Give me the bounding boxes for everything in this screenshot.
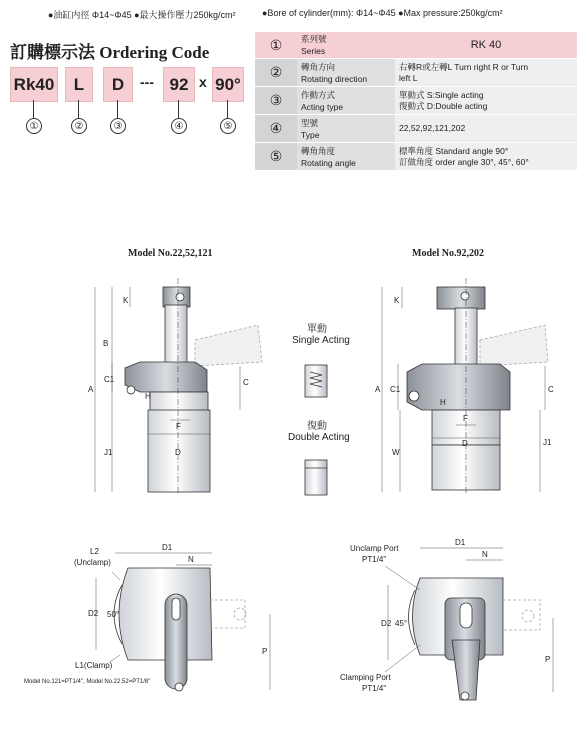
dim-p-left: P [262, 647, 268, 656]
dim-j1-right: J1 [543, 438, 552, 447]
label-unclamp-paren: (Unclamp) [74, 558, 111, 567]
dim-c-right: C [548, 385, 554, 394]
spec-label: 系列號 Series [297, 32, 395, 59]
dim-f-left: F [176, 422, 181, 431]
dim-n-right: N [482, 550, 488, 559]
spec-row-angle [255, 143, 577, 171]
model-title-right: Model No.92,202 [412, 248, 484, 259]
left-elevation-drawing [125, 278, 262, 495]
dim-a-right: A [375, 385, 381, 394]
label-l2: L2 [90, 547, 99, 556]
code-box-direction: L [65, 67, 93, 102]
dim-k-right: K [394, 296, 400, 305]
spec-num: ③ [255, 87, 297, 115]
spec-row-direction [255, 59, 577, 87]
dim-d1-left: D1 [162, 543, 173, 552]
single-acting-label: 單動 Single Acting [292, 324, 350, 346]
model-title-left: Model No.22,52,121 [128, 248, 213, 259]
spec-table [255, 32, 577, 171]
dim-b-left: B [103, 339, 109, 348]
spec-value: 標準角度 Standard angle 90° 訂做角度 order angle 30°, 45°, 60° [395, 143, 577, 171]
dim-k-left: K [123, 296, 129, 305]
code-box-series: Rk40 [10, 67, 58, 102]
label-clamping-pt: PT1/4" [362, 684, 387, 693]
dim-d-right: D [462, 439, 468, 448]
marker-4: ④ [171, 118, 187, 134]
dim-d2-right: D2 [381, 619, 392, 628]
code-box-acting: D [103, 67, 133, 102]
header-spec-chinese: ●油缸内徑 Φ14~Φ45 ●最大操作壓力250kg/cm² [48, 10, 236, 20]
code-box-type: 92 [163, 67, 195, 102]
dim-p-right: P [545, 655, 551, 664]
spec-row-series [255, 32, 577, 59]
dim-c-left: C [243, 378, 249, 387]
label-l1-clamp: L1(Clamp) [75, 661, 113, 670]
right-top-view-drawing [409, 578, 541, 700]
dim-d2-left: D2 [88, 609, 99, 618]
dim-c1-right: C1 [390, 385, 401, 394]
header-spec-english: ●Bore of cylinder(mm): Φ14~Φ45 ●Max pressure:250kg/cm² [262, 8, 503, 18]
spec-row-acting [255, 87, 577, 115]
spec-value: RK 40 [395, 32, 577, 59]
ordering-code-title: 訂購標示法 Ordering Code [10, 43, 210, 62]
spec-label: 型號 Type [297, 115, 395, 143]
angle-left: 50° [107, 610, 120, 619]
double-acting-label: 復動 Double Acting [288, 421, 350, 443]
spec-label: 轉角方向 Rotating direction [297, 59, 395, 87]
marker-1: ① [26, 118, 42, 134]
spec-value: 單動式 S:Single acting 復動式 D:Double acting [395, 87, 577, 115]
dim-n-left: N [188, 555, 194, 564]
dim-c1-left: C1 [104, 375, 115, 384]
angle-right: 45° [395, 619, 408, 628]
spec-num: ④ [255, 115, 297, 143]
dim-f-right: F [463, 414, 468, 423]
spec-num: ② [255, 59, 297, 87]
right-elevation-drawing [407, 278, 548, 495]
spec-value: 22,52,92,121,202 [395, 115, 577, 143]
left-top-view-drawing [114, 568, 246, 691]
single-acting-icon [305, 365, 327, 397]
code-box-angle: 90° [212, 67, 244, 102]
dim-j1-left: J1 [104, 448, 113, 457]
dim-h-right: H [440, 398, 446, 407]
double-acting-icon [305, 460, 327, 495]
spec-label: 轉角角度 Rotating angle [297, 143, 395, 171]
dim-h-left: H [145, 392, 151, 401]
code-times: x [199, 74, 207, 90]
code-dash: --- [140, 74, 154, 90]
dim-d-left: D [175, 448, 181, 457]
label-unclamp-port: Unclamp Port [350, 544, 399, 553]
dim-d1-right: D1 [455, 538, 466, 547]
label-unclamp-pt: PT1/4" [362, 555, 387, 564]
spec-label: 作動方式 Acting type [297, 87, 395, 115]
dim-a-left: A [88, 385, 94, 394]
port-footnote: Model No.121=PT1/4", Model No.22.52=PT1/8" [24, 679, 151, 685]
marker-5: ⑤ [220, 118, 236, 134]
label-clamping-port: Clamping Port [340, 673, 391, 682]
marker-2: ② [71, 118, 87, 134]
spec-num: ⑤ [255, 143, 297, 171]
spec-value: 右轉R或左轉L Turn right R or Turn left L [395, 59, 577, 87]
dim-w-right: W [392, 448, 400, 457]
marker-3: ③ [110, 118, 126, 134]
spec-num: ① [255, 32, 297, 59]
spec-row-type [255, 115, 577, 143]
